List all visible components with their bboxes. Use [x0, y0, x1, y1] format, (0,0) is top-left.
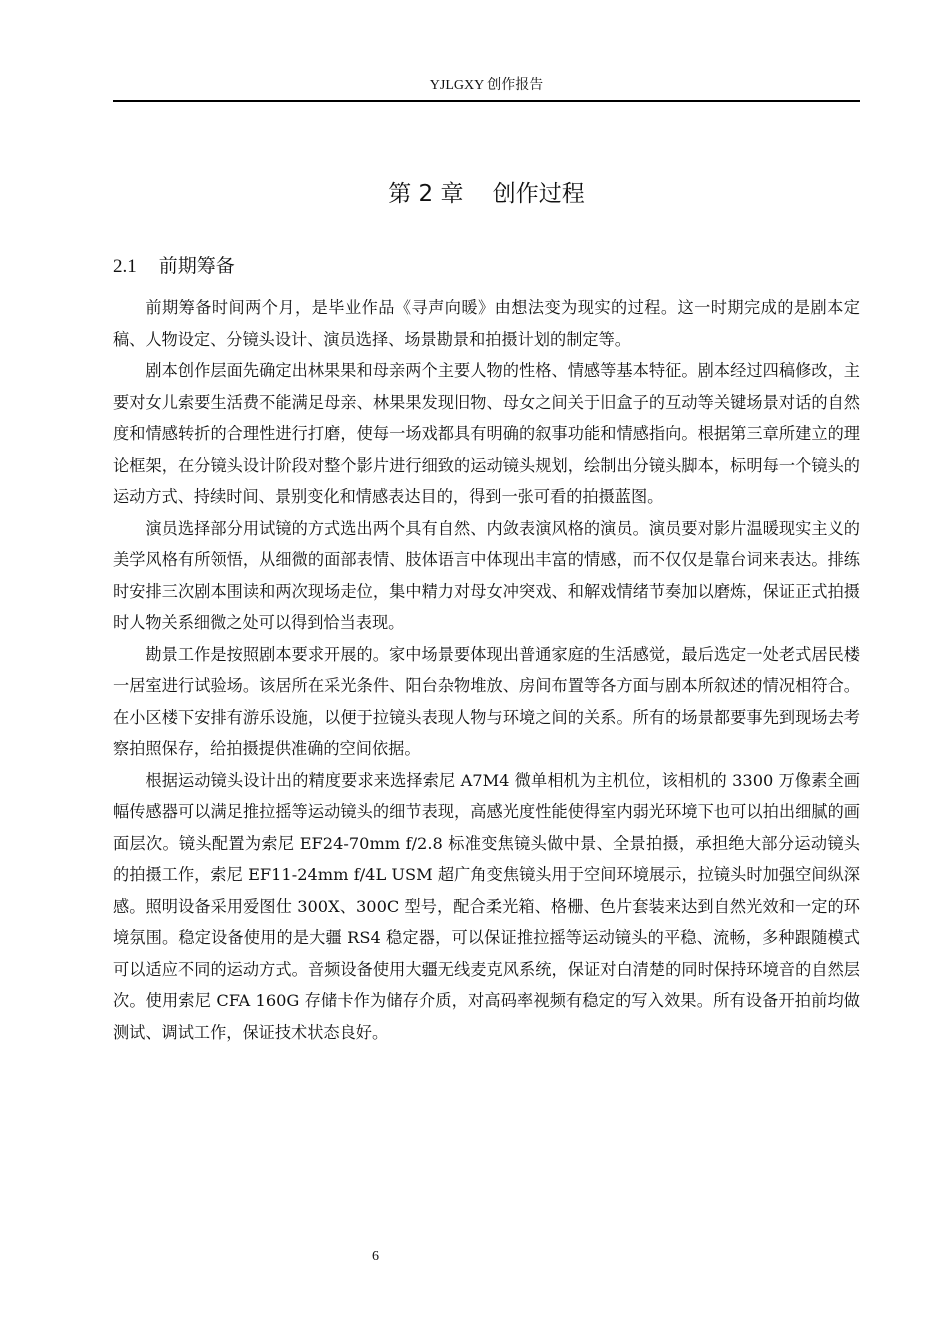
header-rule — [113, 100, 860, 102]
paragraph: 演员选择部分用试镜的方式选出两个具有自然、内敛表演风格的演员。演员要对影片温暖现实主义的美学风格有所领悟，从细微的面部表情、肢体语言中体现出丰富的情感，而不仅仅是靠台词来表达。排练时安排三次剧本围读和两次现场走位，集中精力对母女冲突戏、和解戏情绪节奏加以磨炼，保证正式拍摄时人物关系细微之处可以得到恰当表现。 — [113, 518, 860, 632]
paragraph: 勘景工作是按照剧本要求开展的。家中场景要体现出普通家庭的生活感觉，最后选定一处老式居民楼一居室进行试验场。该居所在采光条件、阳台杂物堆放、房间布置等各方面与剧本所叙述的情况相符合。在小区楼下安排有游乐设施，以便于拉镜头表现人物与环境之间的关系。所有的场景都要事先到现场去考察拍照保存，给拍摄提供准确的空间依据。 — [113, 644, 860, 758]
body-text — [113, 292, 860, 1048]
running-header: YJLGXY 创作报告 — [429, 78, 544, 93]
page-number: 6 — [372, 1249, 379, 1264]
paragraph: 前期筹备时间两个月，是毕业作品《寻声向暖》由想法变为现实的过程。这一时期完成的是剧本定稿、人物设定、分镜头设计、演员选择、场景勘景和拍摄计划的制定等。 — [113, 298, 860, 349]
section-number: 2.1 — [113, 256, 137, 277]
section-heading — [113, 252, 235, 281]
chapter-title: 第 2 章 创作过程 — [388, 181, 585, 207]
paragraph: 根据运动镜头设计出的精度要求来选择索尼 A7M4 微单相机为主机位，该相机的 3300 万像素全画幅传感器可以满足推拉摇等运动镜头的细节表现，高感光度性能使得室内弱光环境下也可以拍出细腻的画面层次。镜头配置为索尼 EF24-70mm f/2.8 标准变焦镜头做中景、全景拍摄，承担绝大部分运动镜头的拍摄工作，索尼 EF11-24mm f/4L USM 超广角变焦镜头用于空间环境展示，拉镜头时加强空间纵深感。照明设备采用爱图仕 300X、300C 型号，配合柔光箱、格栅、色片套装来达到自然光效和一定的环境氛围。稳定设备使用的是大疆 RS4 稳定器，可以保证推拉摇等运动镜头的平稳、流畅，多种跟随模式可以适应不同的运动方式。音频设备使用大疆无线麦克风系统，保证对白清楚的同时保持环境音的自然层次。使用索尼 CFA 160G 存储卡作为储存介质，对高码率视频有稳定的写入效果。所有设备开拍前均做测试、调试工作，保证技术状态良好。 — [113, 770, 860, 1042]
paragraph: 剧本创作层面先确定出林果果和母亲两个主要人物的性格、情感等基本特征。剧本经过四稿修改，主要对女儿索要生活费不能满足母亲、林果果发现旧物、母女之间关于旧盒子的互动等关键场景对话的自然度和情感转折的合理性进行打磨，使每一场戏都具有明确的叙事功能和情感指向。根据第三章所建立的理论框架，在分镜头设计阶段对整个影片进行细致的运动镜头规划，绘制出分镜头脚本，标明每一个镜头的运动方式、持续时间、景别变化和情感表达目的，得到一张可看的拍摄蓝图。 — [113, 361, 860, 506]
section-title: 前期筹备 — [158, 255, 235, 277]
